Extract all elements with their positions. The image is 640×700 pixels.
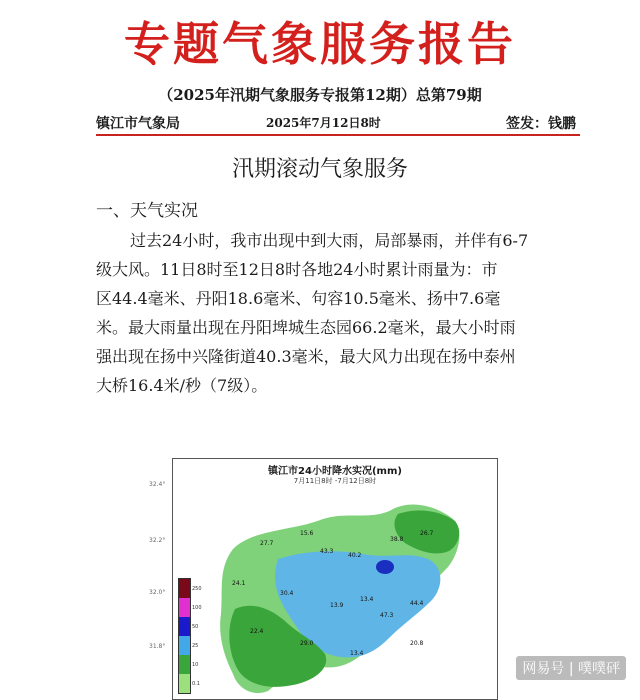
map-subtitle: 7月11日8时 -7月12日8时 <box>293 477 377 485</box>
station-value: 47.3 <box>380 612 394 619</box>
map-shape <box>173 459 497 699</box>
summary-line: 级大风。11日8时至12日8时各地24小时累计雨量为：市 <box>96 260 498 279</box>
station-value: 44.4 <box>410 600 424 607</box>
signer: 签发：钱鹏 <box>506 116 576 132</box>
station-value: 13.9 <box>330 602 344 609</box>
summary-line: 米。最大雨量出现在丹阳埤城生态园66.2毫米，最大小时雨 <box>96 318 516 337</box>
map-legend <box>178 578 191 694</box>
legend-swatch <box>179 655 190 674</box>
summary-line: 区44.4毫米、丹阳18.6毫米、句容10.5毫米、扬中7.6毫 <box>96 289 501 308</box>
weather-summary <box>96 226 586 400</box>
legend-swatch <box>179 617 190 636</box>
station-value: 13.4 <box>360 596 374 603</box>
report-headline: 汛期滚动气象服务 <box>231 157 408 182</box>
legend-label: 50 <box>192 624 199 630</box>
station-value: 27.7 <box>260 540 274 547</box>
station-value: 40.2 <box>348 552 362 559</box>
precipitation-map <box>149 458 498 700</box>
station-value: 26.7 <box>420 530 434 537</box>
legend-swatch <box>179 674 190 693</box>
map-title: 镇江市24小时降水实况(mm) <box>268 466 402 477</box>
legend-swatch <box>179 636 190 655</box>
station-value: 13.4 <box>350 650 364 657</box>
summary-line: 强出现在扬中兴隆街道40.3毫米，最大风力出现在扬中泰州 <box>96 347 516 366</box>
issuer: 镇江市气象局 <box>96 116 180 132</box>
station-value: 38.8 <box>390 536 404 543</box>
section-heading: 一、天气实况 <box>96 201 198 221</box>
lat-label: 31.8° <box>149 643 166 650</box>
issue-date: 2025年7月12日8时 <box>266 116 381 130</box>
lat-label: 32.2° <box>149 537 166 544</box>
station-value: 30.4 <box>280 590 294 597</box>
summary-line: 过去24小时，我市出现中到大雨，局部暴雨，并伴有6-7 <box>130 231 529 250</box>
summary-line: 大桥16.4米/秒（7级）。 <box>96 376 268 395</box>
legend-label: 10 <box>192 662 199 668</box>
header-rule <box>96 134 580 136</box>
lat-label: 32.4° <box>149 481 166 488</box>
lat-label: 32.0° <box>149 589 166 596</box>
watermark: 网易号 | 噗噗砰 <box>516 656 626 680</box>
legend-swatch <box>179 598 190 617</box>
meta-row <box>96 113 576 133</box>
station-value: 22.4 <box>250 628 264 635</box>
legend-label: 250 <box>192 586 202 592</box>
station-value: 43.3 <box>320 548 334 555</box>
legend-label: 25 <box>192 643 199 649</box>
station-value: 29.0 <box>300 640 314 647</box>
station-value: 15.6 <box>300 530 314 537</box>
legend-labels <box>192 580 202 694</box>
legend-swatch <box>179 579 190 598</box>
legend-label: 0.1 <box>192 681 200 687</box>
station-value: 20.8 <box>410 640 424 647</box>
heavy-rain-core <box>376 560 394 574</box>
legend-label: 100 <box>192 605 202 611</box>
report-masthead: 专题气象服务报告 <box>124 17 516 71</box>
issue-line: （2025年汛期气象服务专报第12期）总第79期 <box>158 86 482 104</box>
station-value: 24.1 <box>232 580 246 587</box>
